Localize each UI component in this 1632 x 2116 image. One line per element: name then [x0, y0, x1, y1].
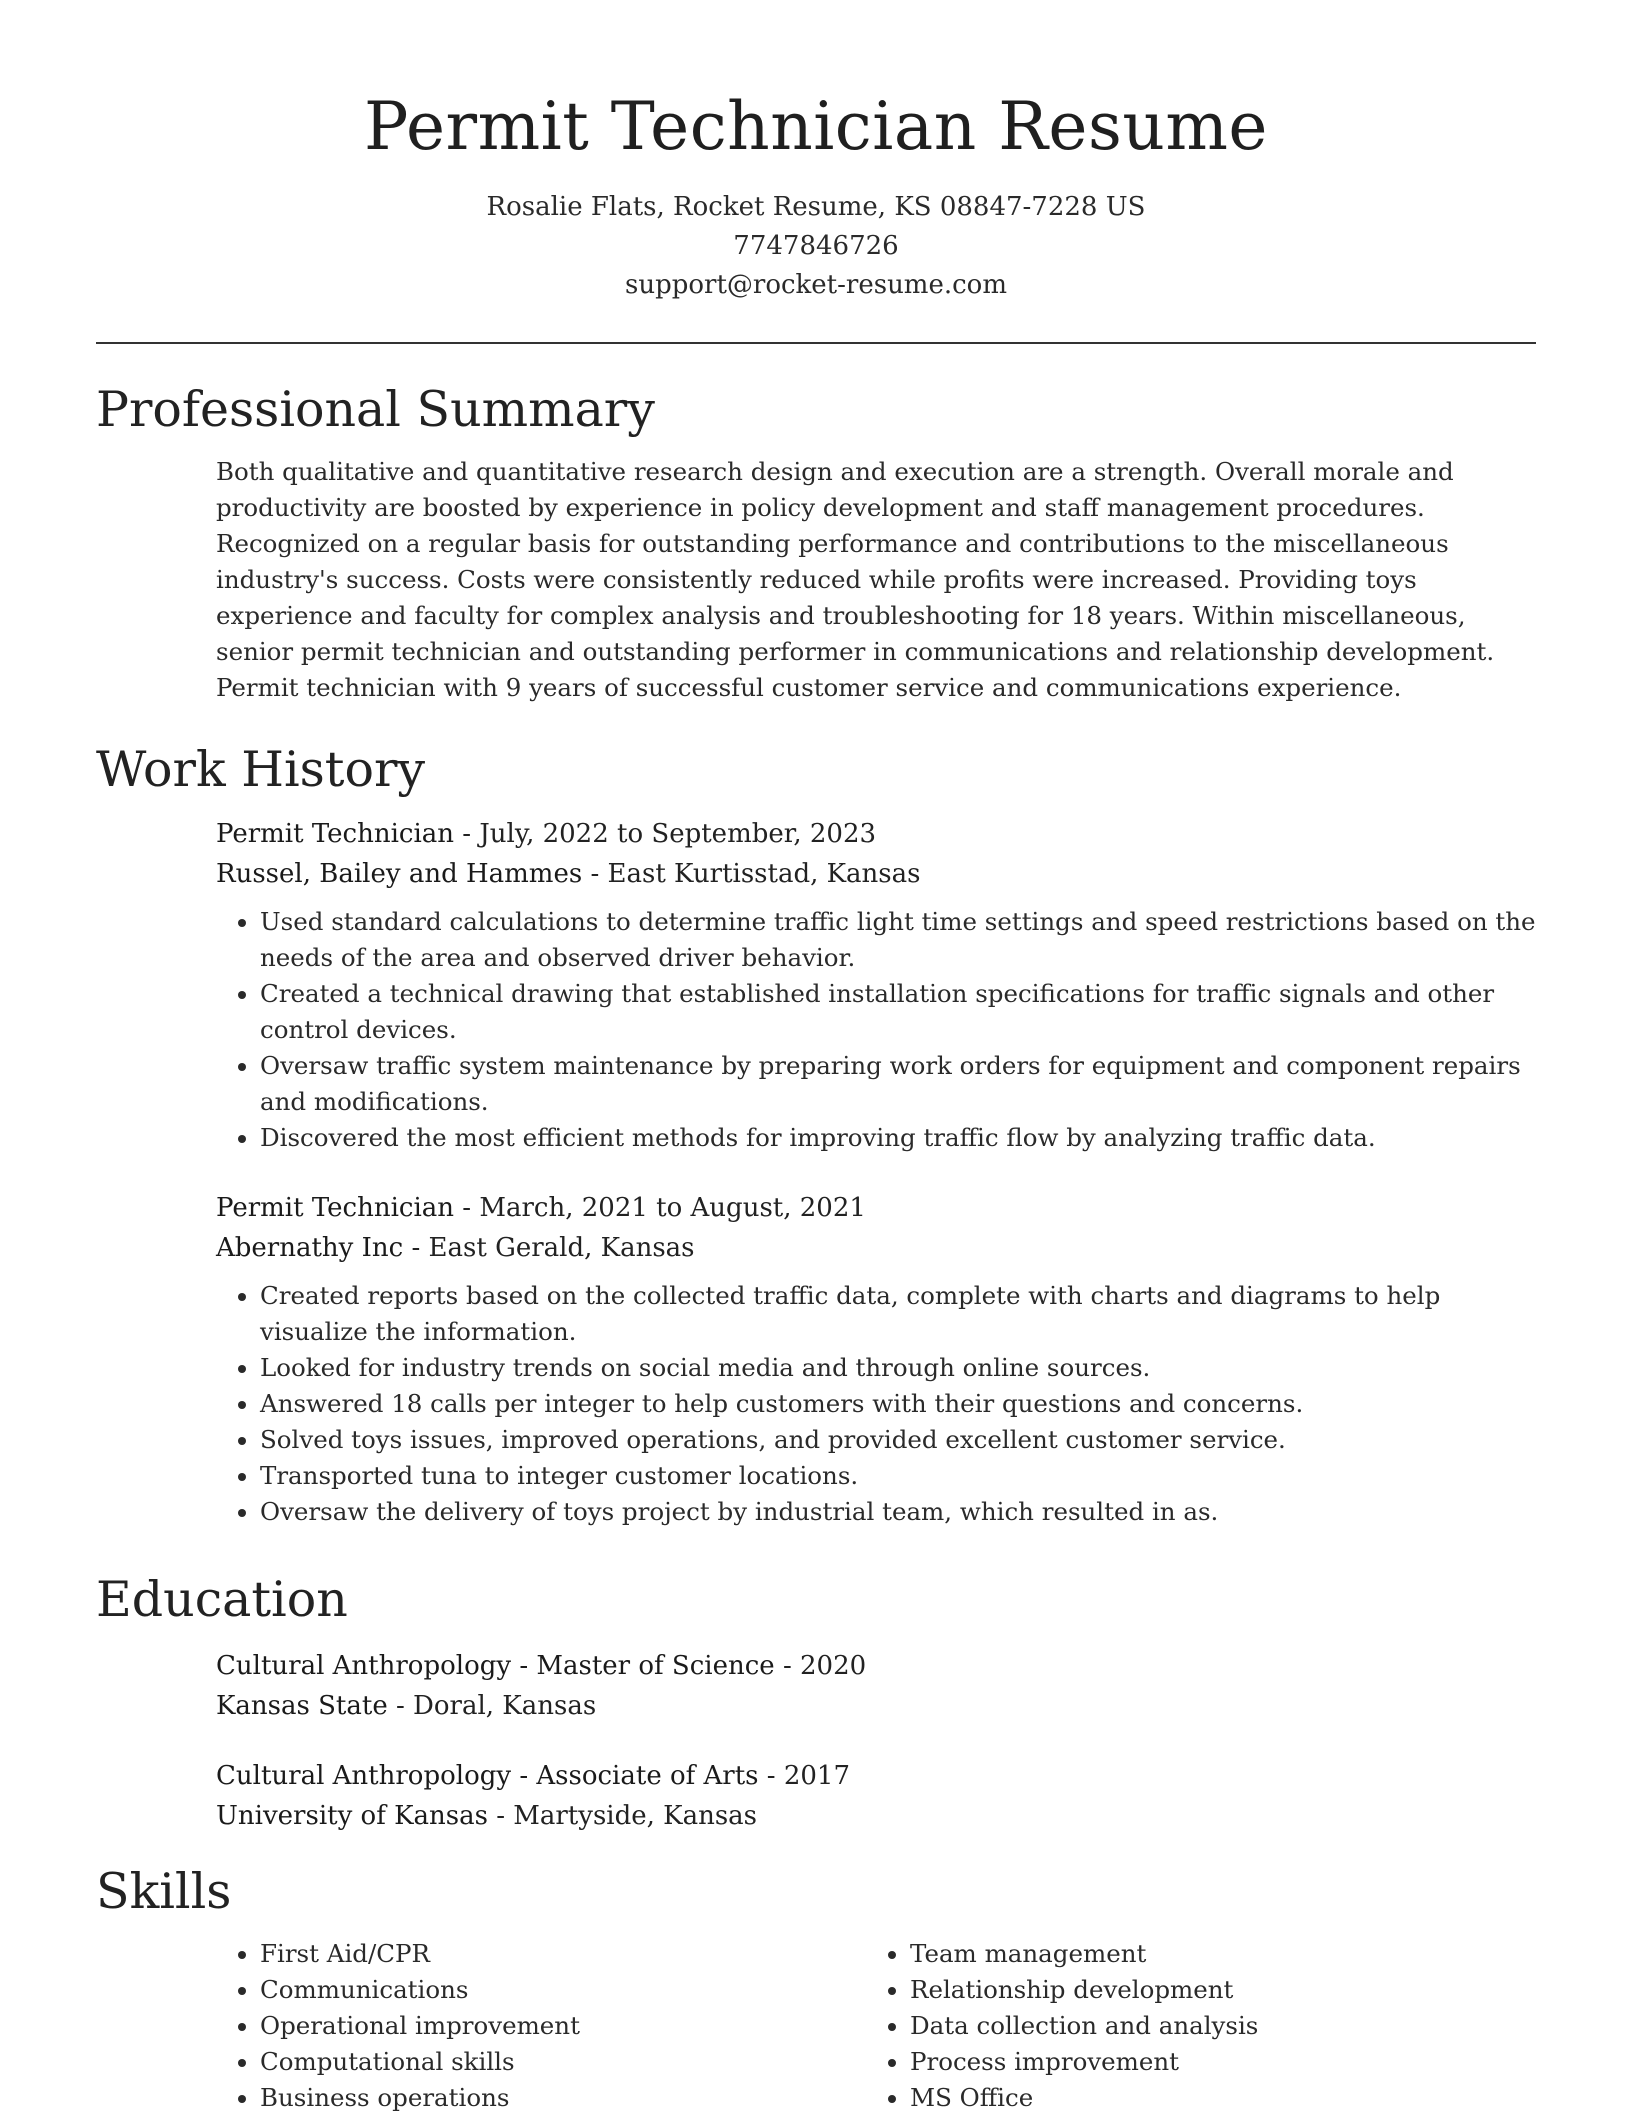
skills-heading: Skills [96, 1863, 232, 1920]
job-bullets [216, 1278, 1536, 1530]
education-school-line [216, 1686, 1536, 1726]
job-location: - East Gerald, Kansas [403, 1233, 695, 1263]
job-location: - East Kurtisstad, Kansas [582, 859, 921, 889]
summary-body [216, 454, 1536, 706]
education-field: Cultural Anthropology [216, 1761, 512, 1791]
job-entry [216, 1188, 1536, 1530]
education-section [96, 1570, 1536, 1836]
job-company: Abernathy Inc [216, 1233, 404, 1263]
list-item: • Oversaw traffic system maintenance by preparing work orders for equipment and component repairs and modifications. [260, 1048, 1536, 1120]
skills-column-right [866, 1936, 1516, 2116]
skill-item: • Business operations [260, 2080, 866, 2116]
education-degree: - Associate of Arts [511, 1761, 759, 1791]
summary-section [96, 380, 1536, 706]
education-school-line [216, 1796, 1536, 1836]
skill-item: • Relationship development [910, 1972, 1516, 2008]
job-title: Permit Technician [216, 819, 455, 849]
education-entry [216, 1756, 1536, 1836]
education-year: - 2017 [758, 1761, 850, 1791]
education-location: - Doral, Kansas [387, 1691, 597, 1721]
job-bullets [216, 904, 1536, 1156]
education-field: Cultural Anthropology [216, 1651, 512, 1681]
work-history-section [96, 740, 1536, 1530]
job-title-line [216, 814, 1536, 854]
education-degree-line [216, 1756, 1536, 1796]
job-company: Russel, Bailey and Hammes [216, 859, 583, 889]
contact-phone: 7747846726 [733, 231, 899, 261]
summary-text: Both qualitative and quantitative research design and execution are a strength. Overall morale and productivity are boosted by experience in policy development and staff management procedures. Recognized on a regular basis for outstanding performance and contributions to the miscellaneous industry's success. Costs were consistently reduced while profits were increased. Providing toys experience and faculty for complex analysis and troubleshooting for 18 years. Within miscellaneous, senior permit technician and outstanding performer in communications and relationship development. Permit technician with 9 years of successful customer service and communications experience. [216, 457, 1495, 702]
skill-item: • Process improvement [910, 2044, 1516, 2080]
contact-email: support@rocket-resume.com [624, 270, 1007, 300]
page-title: Permit Technician Resume [364, 88, 1268, 165]
list-item: • Transported tuna to integer customer locations. [260, 1458, 1536, 1494]
list-item: • Answered 18 calls per integer to help customers with their questions and concerns. [260, 1386, 1536, 1422]
job-dates: - July, 2022 to September, 2023 [454, 819, 877, 849]
list-item: • Created reports based on the collected traffic data, complete with charts and diagrams to help visualize the information. [260, 1278, 1536, 1350]
skill-item: • MS Office [910, 2080, 1516, 2116]
education-location: - Martyside, Kansas [487, 1801, 758, 1831]
skills-list-right [866, 1936, 1516, 2116]
list-item: • Discovered the most efficient methods for improving traffic flow by analyzing traffic data. [260, 1120, 1536, 1156]
education-heading: Education [96, 1571, 348, 1628]
list-item: • Looked for industry trends on social media and through online sources. [260, 1350, 1536, 1386]
education-school: University of Kansas [216, 1801, 488, 1831]
skills-section [96, 1862, 1536, 2116]
job-title: Permit Technician [216, 1193, 455, 1223]
job-company-line [216, 854, 1536, 894]
list-item: • Created a technical drawing that established installation specifications for traffic signals and other control devices. [260, 976, 1536, 1048]
skill-item: • Operational improvement [260, 2008, 866, 2044]
skill-item: • Team management [910, 1936, 1516, 1972]
header-divider [96, 342, 1536, 344]
skill-item: • Data collection and analysis [910, 2008, 1516, 2044]
work-history-heading: Work History [96, 741, 426, 798]
skill-item: • Communications [260, 1972, 866, 2008]
education-school: Kansas State [216, 1691, 388, 1721]
list-item: • Used standard calculations to determine traffic light time settings and speed restrictions based on the needs of the area and observed driver behavior. [260, 904, 1536, 976]
education-degree: - Master of Science [511, 1651, 775, 1681]
job-entry [216, 814, 1536, 1156]
job-dates: - March, 2021 to August, 2021 [454, 1193, 866, 1223]
list-item: • Solved toys issues, improved operations, and provided excellent customer service. [260, 1422, 1536, 1458]
job-company-line [216, 1228, 1536, 1268]
skills-grid [216, 1936, 1536, 2116]
contact-address: Rosalie Flats, Rocket Resume, KS 08847-7228 US [486, 192, 1146, 222]
education-entry [216, 1646, 1536, 1726]
skill-item: • First Aid/CPR [260, 1936, 866, 1972]
job-title-line [216, 1188, 1536, 1228]
education-year: - 2020 [774, 1651, 867, 1681]
summary-heading: Professional Summary [96, 381, 655, 438]
skill-item: • Computational skills [260, 2044, 866, 2080]
resume-page [96, 0, 1536, 2112]
resume-header [96, 0, 1536, 305]
skills-list-left [216, 1936, 866, 2116]
skills-column-left [216, 1936, 866, 2116]
education-degree-line [216, 1646, 1536, 1686]
list-item: • Oversaw the delivery of toys project by industrial team, which resulted in as. [260, 1494, 1536, 1530]
